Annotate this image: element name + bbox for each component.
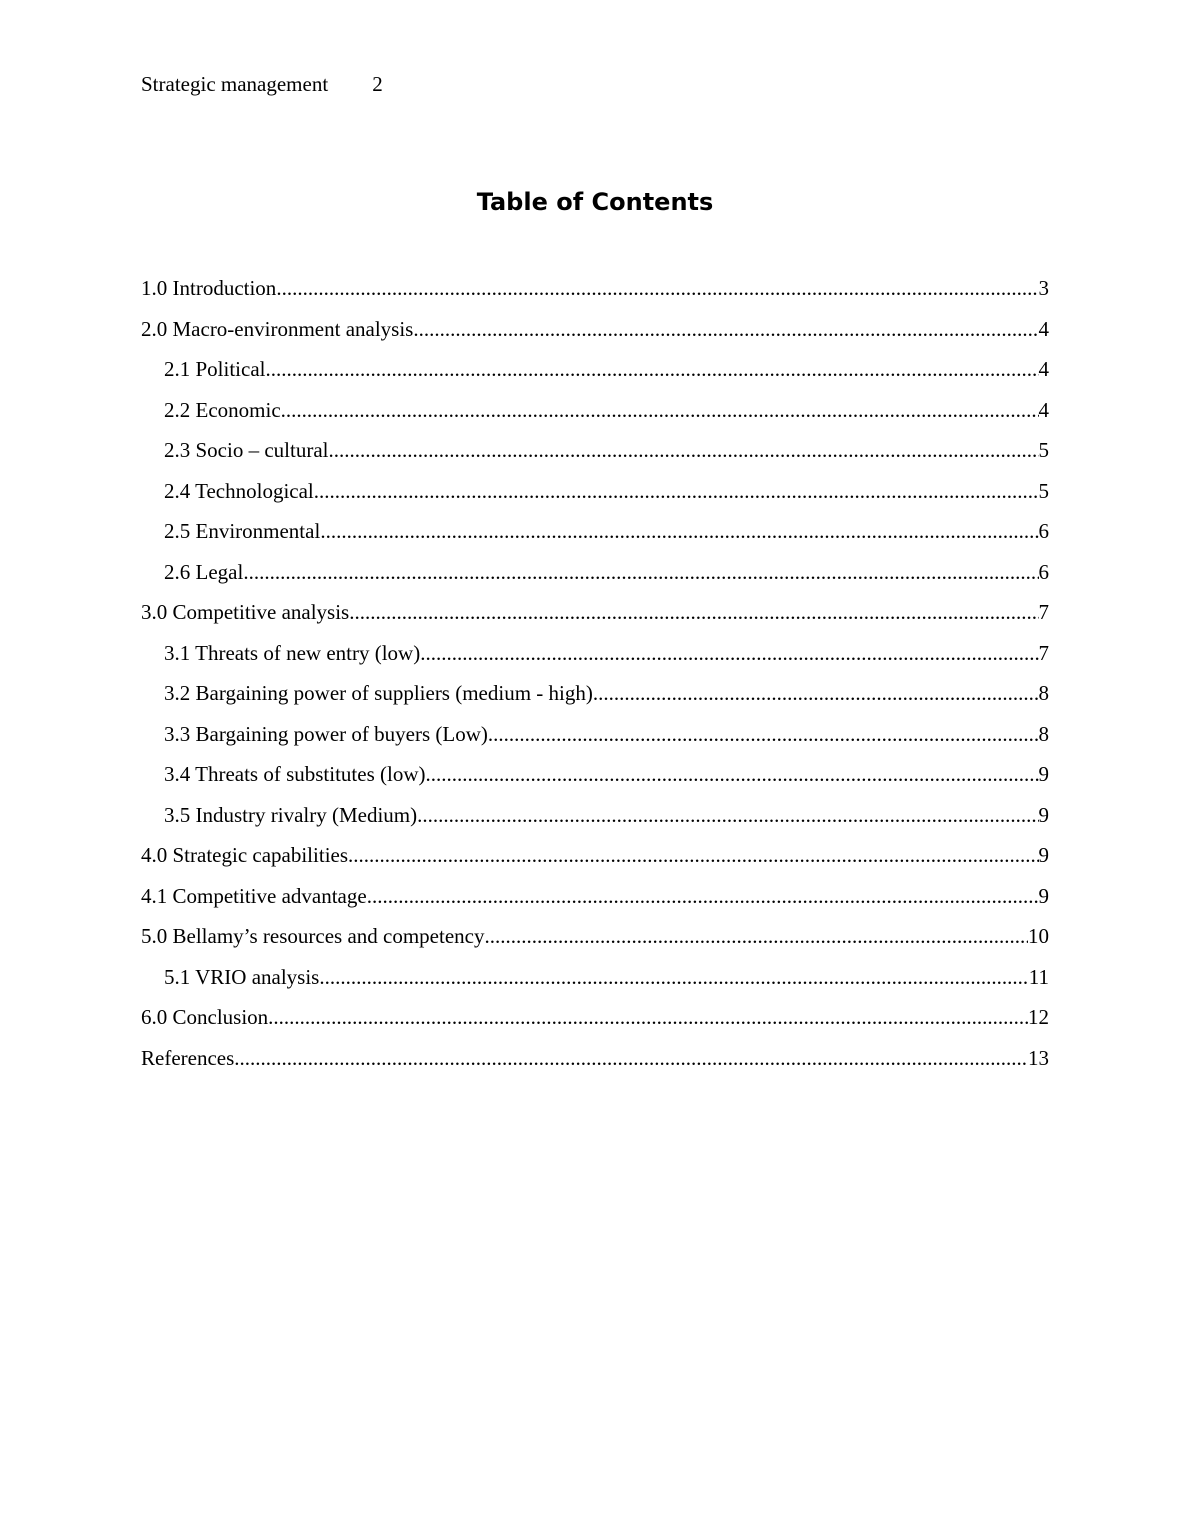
toc-dot-leader	[367, 880, 1039, 912]
toc-entry-page: 3	[1038, 276, 1049, 300]
toc-entry-label: 3.3 Bargaining power of buyers (Low)	[164, 721, 488, 746]
toc-dot-leader	[243, 556, 1038, 588]
toc-entry-page: 9	[1038, 762, 1049, 786]
toc-entry[interactable]	[141, 313, 1049, 354]
toc-entry[interactable]	[141, 799, 1049, 840]
toc-entry-page: 5	[1038, 478, 1049, 503]
toc-dot-leader	[420, 637, 1038, 669]
toc-dot-leader	[268, 1001, 1028, 1033]
toc-entry-label: 4.0 Strategic capabilities	[141, 843, 349, 867]
toc-entry-label: 1.0 Introduction	[141, 276, 277, 300]
toc-entry[interactable]	[141, 880, 1049, 921]
toc-entry-page: 7	[1038, 640, 1049, 665]
toc-dot-leader	[234, 1042, 1028, 1074]
toc-entry-label: 2.5 Environmental	[164, 519, 321, 543]
toc-entry-label: References	[141, 1045, 235, 1070]
toc-entry[interactable]	[141, 434, 1049, 475]
toc-title: Table of Contents	[476, 188, 714, 216]
toc-entry-page: 10	[1028, 924, 1049, 948]
toc-dot-leader	[319, 961, 1028, 993]
toc-entry-label: 5.1 VRIO analysis	[164, 964, 320, 989]
toc-entry[interactable]	[141, 718, 1049, 759]
toc-dot-leader	[413, 313, 1038, 345]
toc-entry[interactable]	[141, 920, 1049, 961]
toc-entry[interactable]	[141, 1042, 1049, 1083]
toc-dot-leader	[320, 515, 1038, 547]
toc-entry-page: 6	[1038, 519, 1049, 543]
toc-dot-leader	[426, 758, 1039, 790]
toc-dot-leader	[488, 718, 1039, 750]
toc-entry-label: 4.1 Competitive advantage	[141, 883, 367, 908]
toc-entry-page: 8	[1038, 681, 1049, 705]
toc-entry-label: 3.2 Bargaining power of suppliers (medium - high)	[164, 681, 593, 705]
table-of-contents	[141, 272, 1049, 1082]
toc-entry[interactable]	[141, 961, 1049, 1002]
toc-entry-label: 2.1 Political	[164, 357, 266, 381]
toc-entry[interactable]	[141, 475, 1049, 516]
toc-entry-page: 9	[1038, 843, 1049, 867]
toc-dot-leader	[484, 920, 1028, 952]
toc-entry-label: 2.3 Socio – cultural	[164, 438, 329, 462]
toc-entry[interactable]	[141, 596, 1049, 637]
toc-entry-page: 9	[1038, 883, 1049, 908]
toc-dot-leader	[348, 839, 1038, 871]
toc-entry-label: 5.0 Bellamy’s resources and competency	[141, 924, 485, 948]
toc-dot-leader	[276, 272, 1038, 304]
toc-entry[interactable]	[141, 839, 1049, 880]
toc-entry-page: 12	[1028, 1005, 1049, 1029]
toc-entry[interactable]	[141, 556, 1049, 597]
toc-dot-leader	[593, 677, 1039, 709]
toc-entry-page: 11	[1028, 964, 1049, 989]
toc-entry-page: 4	[1038, 357, 1049, 381]
toc-dot-leader	[266, 353, 1039, 385]
toc-entry-label: 2.0 Macro-environment analysis	[141, 316, 414, 341]
page-number: 2	[372, 72, 383, 96]
running-header	[141, 70, 383, 98]
toc-entry-page: 4	[1038, 397, 1049, 422]
toc-entry[interactable]	[141, 677, 1049, 718]
toc-dot-leader	[314, 475, 1039, 507]
toc-entry-label: 2.6 Legal	[164, 559, 244, 584]
toc-dot-leader	[328, 434, 1038, 466]
toc-entry-label: 6.0 Conclusion	[141, 1005, 269, 1029]
toc-entry-page: 7	[1038, 600, 1049, 624]
toc-entry-label: 2.2 Economic	[164, 397, 281, 422]
toc-entry[interactable]	[141, 515, 1049, 556]
toc-entry[interactable]	[141, 394, 1049, 435]
toc-entry-label: 3.4 Threats of substitutes (low)	[164, 762, 426, 786]
toc-entry-page: 9	[1038, 802, 1049, 827]
toc-entry-label: 3.5 Industry rivalry (Medium)	[164, 802, 418, 827]
toc-entry-page: 8	[1038, 721, 1049, 746]
toc-entry[interactable]	[141, 272, 1049, 313]
toc-entry-label: 2.4 Technological	[164, 478, 314, 503]
toc-entry[interactable]	[141, 637, 1049, 678]
toc-entry[interactable]	[141, 353, 1049, 394]
toc-entry[interactable]	[141, 758, 1049, 799]
toc-entry[interactable]	[141, 1001, 1049, 1042]
toc-entry-label: 3.1 Threats of new entry (low)	[164, 640, 421, 665]
toc-entry-page: 13	[1028, 1045, 1049, 1070]
running-title: Strategic management	[141, 72, 329, 96]
toc-entry-page: 5	[1038, 438, 1049, 462]
toc-dot-leader	[281, 394, 1039, 426]
toc-entry-page: 4	[1038, 316, 1049, 341]
toc-dot-leader	[349, 596, 1038, 628]
toc-entry-page: 6	[1038, 559, 1049, 584]
toc-dot-leader	[417, 799, 1038, 831]
toc-entry-label: 3.0 Competitive analysis	[141, 600, 350, 624]
